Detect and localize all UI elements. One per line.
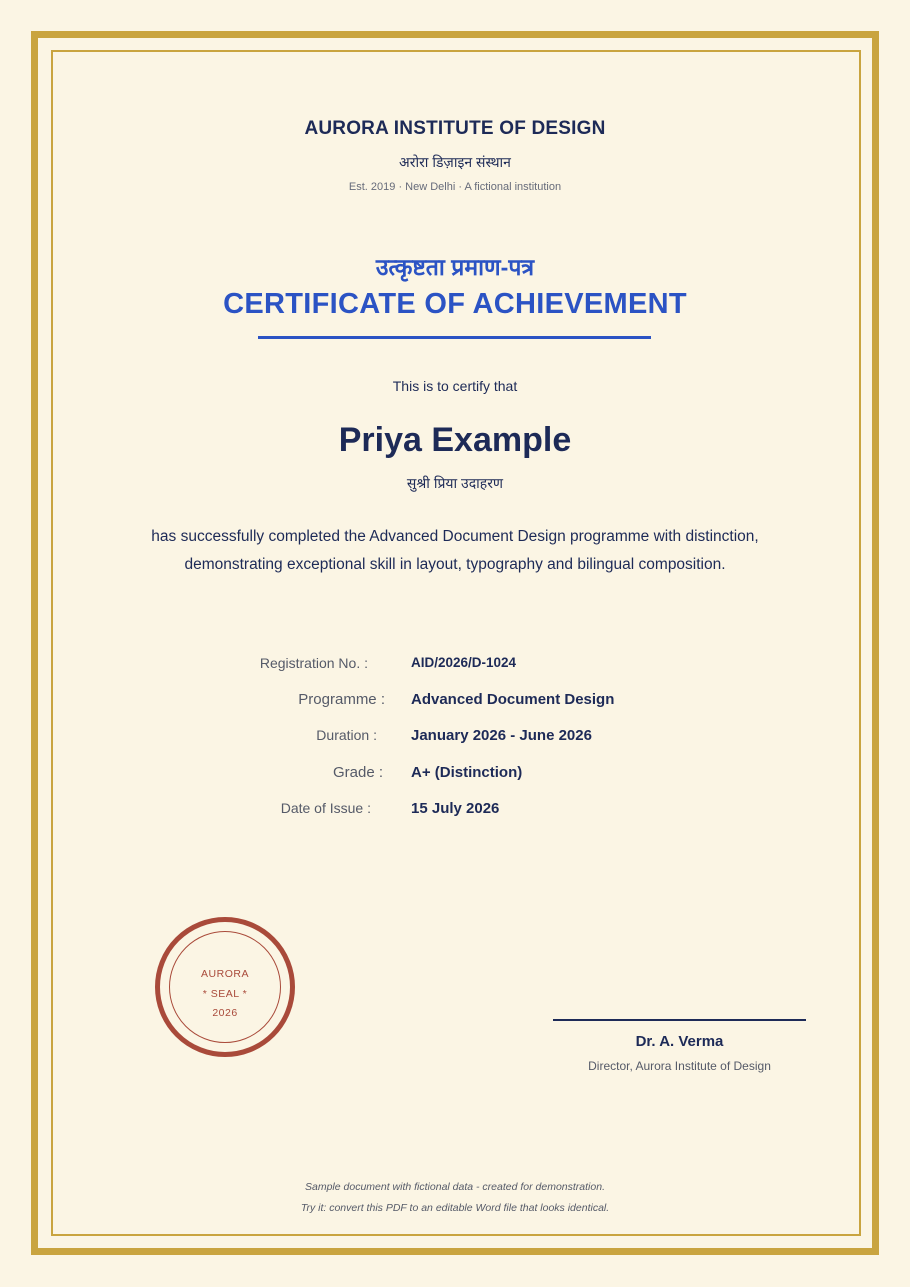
title-underline	[258, 336, 651, 339]
footer-note-2: Try it: convert this PDF to an editable Word file that looks identical.	[300, 1202, 610, 1214]
seal-text-line-2: * SEAL *	[202, 988, 248, 1000]
detail-value: AID/2026/D-1024	[411, 655, 517, 670]
seal-text-line-3: 2026	[212, 1007, 238, 1019]
footer-note-1: Sample document with fictional data - created for demonstration.	[305, 1181, 605, 1193]
signature-line	[553, 1019, 806, 1021]
detail-row-grade	[0, 764, 910, 794]
signatory-title: Director, Aurora Institute of Design	[588, 1059, 771, 1073]
signatory-name: Dr. A. Verma	[635, 1033, 724, 1050]
detail-row-programme	[0, 691, 910, 721]
recipient-name-hindi: सुश्री प्रिया उदाहरण	[406, 475, 504, 491]
detail-value: January 2026 - June 2026	[411, 727, 592, 744]
recipient-name: Priya Example	[338, 421, 572, 459]
detail-row-date-of-issue	[0, 800, 910, 830]
institution-seal	[155, 917, 295, 1057]
detail-row-registration	[0, 655, 910, 685]
detail-label: Grade :	[332, 764, 383, 781]
detail-row-duration	[0, 727, 910, 757]
institution-meta: Est. 2019 · New Delhi · A fictional institution	[348, 181, 562, 193]
certificate-title-hindi: उत्कृष्टता प्रमाण-पत्र	[375, 254, 535, 280]
detail-label: Duration :	[316, 727, 377, 743]
detail-value: 15 July 2026	[411, 800, 500, 817]
institution-name: AURORA INSTITUTE OF DESIGN	[304, 118, 606, 139]
seal-inner-ring	[169, 931, 281, 1043]
body-line-1: has successfully completed the Advanced Document Design programme with distinction,	[151, 528, 759, 545]
certificate-title: CERTIFICATE OF ACHIEVEMENT	[223, 288, 687, 320]
institution-name-hindi: अरोरा डिज़ाइन संस्थान	[399, 154, 511, 170]
seal-text-line-1: AURORA	[201, 968, 249, 980]
certificate-body	[100, 523, 810, 579]
detail-label: Programme :	[298, 691, 385, 708]
detail-label: Registration No. :	[259, 655, 368, 671]
detail-value: A+ (Distinction)	[411, 764, 523, 781]
certify-text: This is to certify that	[392, 378, 518, 394]
detail-value: Advanced Document Design	[411, 691, 615, 708]
detail-label: Date of Issue :	[280, 800, 371, 816]
body-line-2: demonstrating exceptional skill in layout, typography and bilingual composition.	[184, 556, 726, 573]
